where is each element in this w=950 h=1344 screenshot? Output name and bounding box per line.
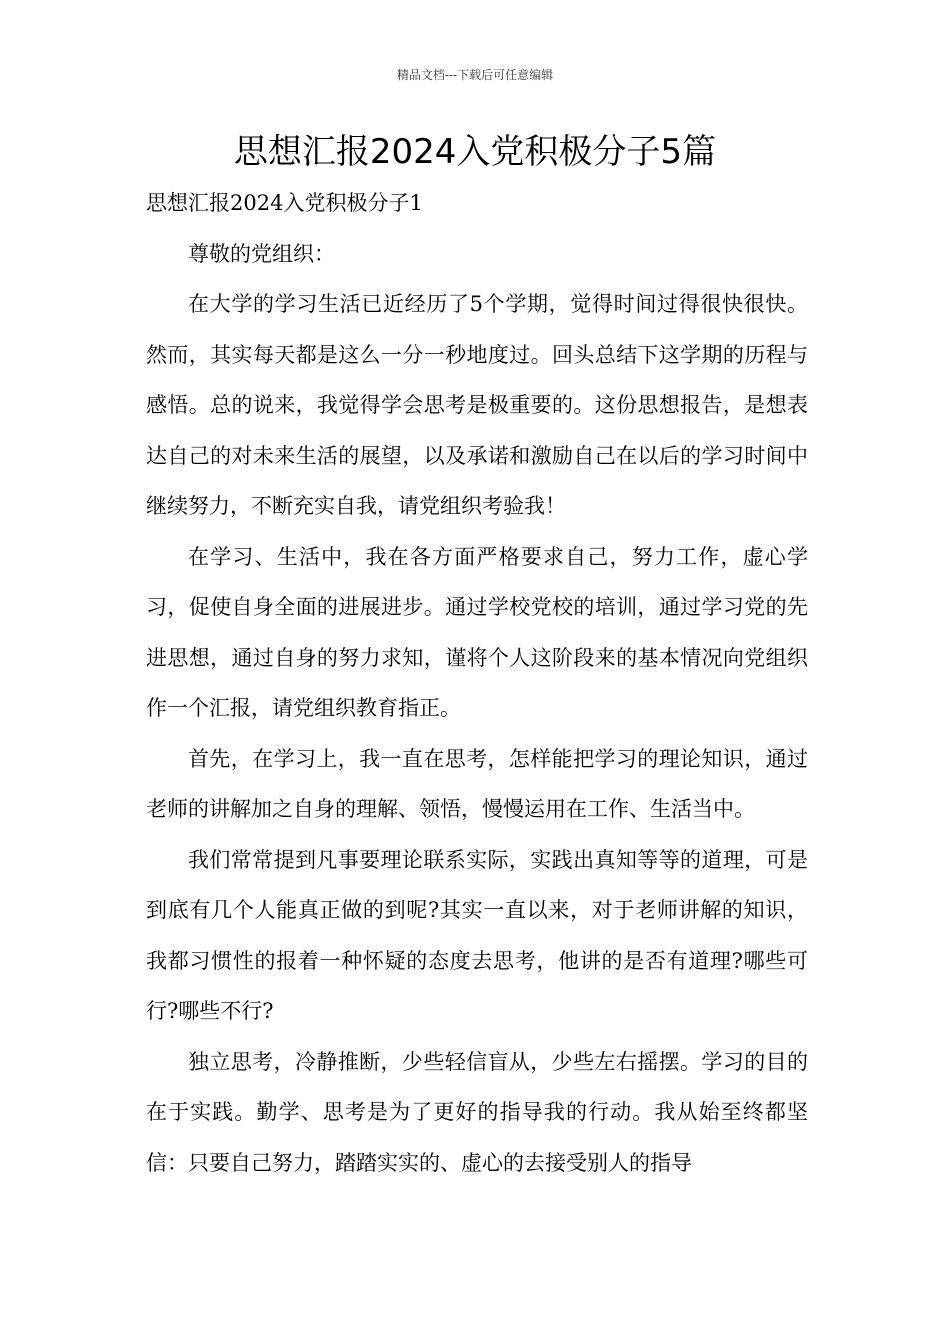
paragraph: 首先，在学习上，我一直在思考，怎样能把学习的理论知识，通过老师的讲解加之自身的理解、领悟，慢慢运用在工作、生活当中。 bbox=[146, 746, 808, 821]
document-body bbox=[146, 178, 808, 1188]
section-subtitle: 思想汇报2024入党积极分子1 bbox=[146, 191, 423, 215]
paragraph: 在大学的学习生活已近经历了5个学期，觉得时间过得很快很快。然而，其实每天都是这么一分一秒地度过。回头总结下这学期的历程与感悟。总的说来，我觉得学会思考是极重要的。这份思想报告，是想表达自己的对未来生活的展望，以及承诺和激励自己在以后的学习时间中继续努力，不断充实自我，请党组织考验我！ bbox=[146, 292, 808, 518]
document-title: 思想汇报2024入党积极分子5篇 bbox=[233, 132, 717, 172]
paragraph: 在学习、生活中，我在各方面严格要求自己，努力工作，虚心学习，促使自身全面的进展进步。通过学校党校的培训，通过学习党的先进思想，通过自身的努力求知，谨将个人这阶段来的基本情况向党组织作一个汇报，请党组织教育指正。 bbox=[146, 544, 808, 720]
paragraph: 我们常常提到凡事要理论联系实际，实践出真知等等的道理，可是到底有几个人能真正做的到呢?其实一直以来，对于老师讲解的知识，我都习惯性的报着一种怀疑的态度去思考，他讲的是否有道理?哪些可行?哪些不行? bbox=[146, 847, 808, 1023]
header-note: 精品文档---下载后可任意编辑 bbox=[396, 68, 554, 82]
paragraph: 独立思考，冷静推断，少些轻信盲从，少些左右摇摆。学习的目的在于实践。勤学、思考是为了更好的指导我的行动。我从始至终都坚信：只要自己努力，踏踏实实的、虚心的去接受别人的指导 bbox=[146, 1049, 808, 1175]
salutation: 尊敬的党组织： bbox=[188, 241, 335, 266]
